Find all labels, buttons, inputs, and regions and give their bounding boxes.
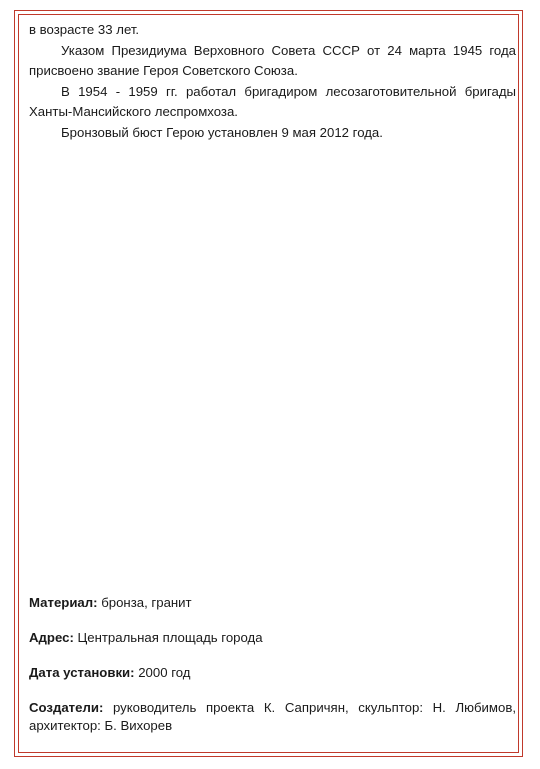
- creators-value: руководитель проекта К. Сапричян, скульптор: Н. Любимов, архитектор: Б. Вихорев: [29, 700, 516, 733]
- creators-label: Создатели:: [29, 700, 104, 715]
- material-value: бронза, гранит: [97, 595, 192, 610]
- install-date-label: Дата установки:: [29, 665, 135, 680]
- paragraph-work: В 1954 - 1959 гг. работал бригадиром лесозаготовительной бригады Ханты-Мансийского леспромхоза.: [29, 83, 516, 119]
- address-line: [29, 629, 516, 647]
- paragraph-age: в возрасте 33 лет.: [29, 22, 140, 37]
- install-date-value: 2000 год: [134, 665, 191, 680]
- address-label: Адрес:: [29, 630, 74, 645]
- material-line: [29, 594, 516, 612]
- creators-line: [29, 699, 516, 735]
- body-text: [29, 20, 516, 143]
- material-label: Материал:: [29, 595, 98, 610]
- paragraph-award: Указом Президиума Верховного Совета СССР от 24 марта 1945 года присвоено звание Героя Советского Союза.: [29, 42, 516, 78]
- install-date-line: [29, 664, 516, 682]
- address-value: Центральная площадь города: [73, 630, 263, 645]
- paragraph-bust: Бронзовый бюст Герою установлен 9 мая 2012 года.: [61, 124, 383, 140]
